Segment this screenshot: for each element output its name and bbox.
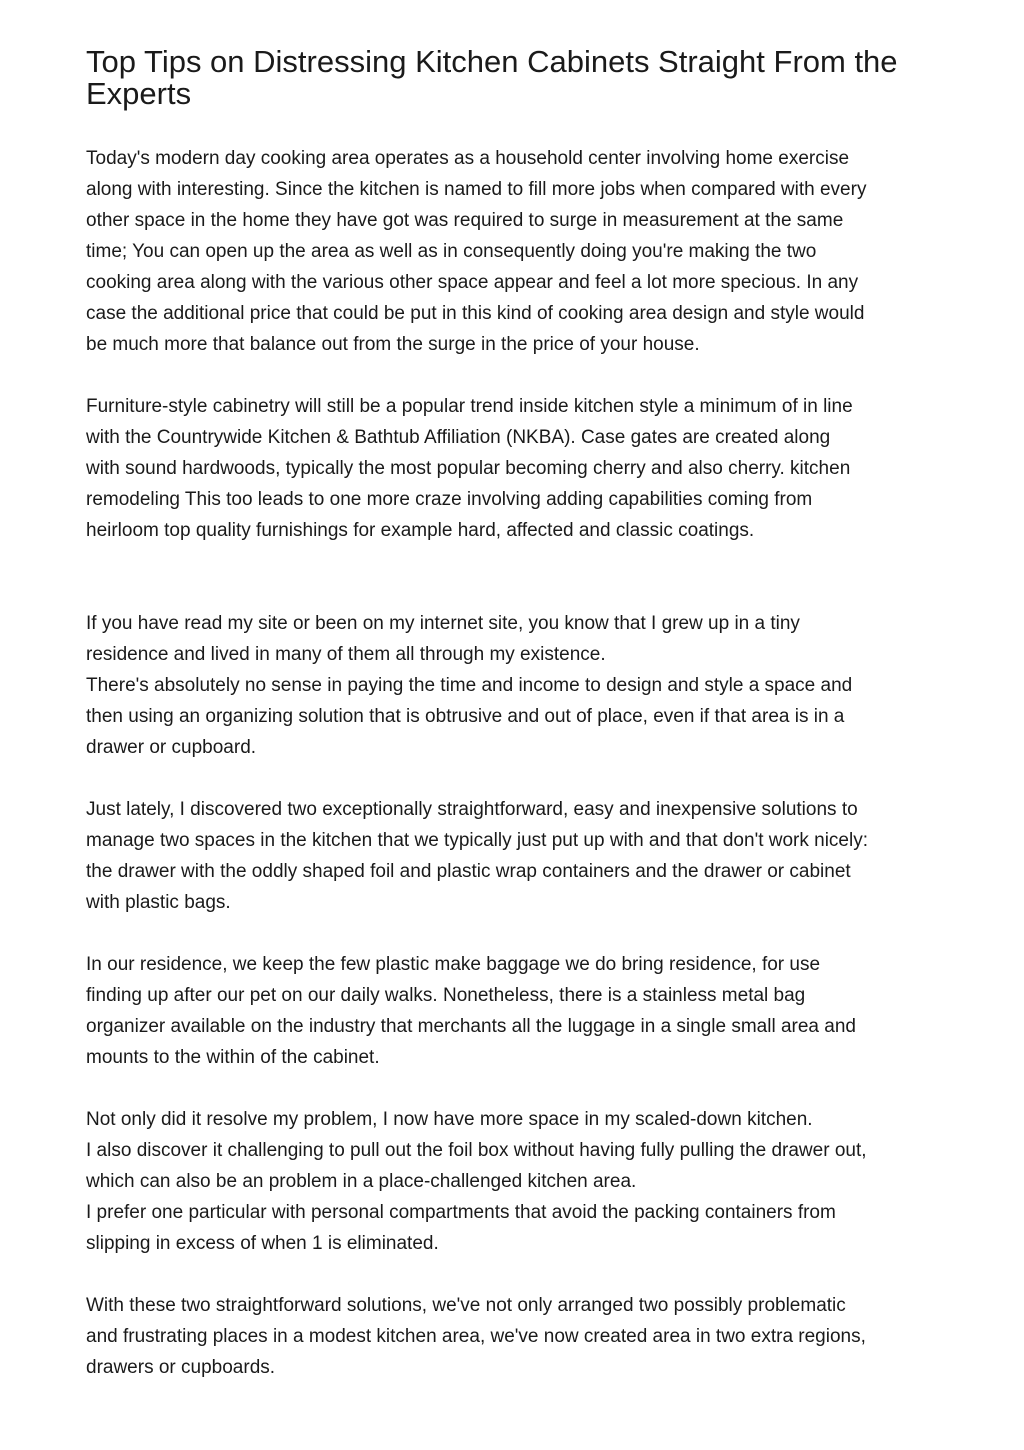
text-line: Today's modern day cooking area operates as a household center involving home exercise — [86, 148, 850, 169]
text-line: organizer available on the industry that merchants all the luggage in a single small area and — [86, 1016, 856, 1037]
text-line: slipping in excess of when 1 is eliminated. — [86, 1233, 439, 1254]
paragraph-foil-box — [86, 1104, 956, 1259]
text-line: residence and lived in many of them all through my existence. — [86, 644, 606, 665]
text-line: with sound hardwoods, typically the most popular becoming cherry and also cherry. kitchen — [86, 458, 851, 479]
text-line: drawer or cupboard. — [86, 737, 257, 758]
text-line: Not only did it resolve my problem, I now have more space in my scaled-down kitchen. — [86, 1109, 813, 1130]
text-line: heirloom top quality furnishings for example hard, affected and classic coatings. — [86, 520, 755, 541]
text-line: with plastic bags. — [86, 892, 231, 913]
text-line: with the Countrywide Kitchen & Bathtub Affiliation (NKBA). Case gates are created along — [86, 427, 831, 448]
text-line: case the additional price that could be put in this kind of cooking area design and style would — [86, 303, 865, 324]
text-line: remodeling This too leads to one more craze involving adding capabilities coming from — [86, 489, 813, 510]
text-line: the drawer with the oddly shaped foil and plastic wrap containers and the drawer or cabinet — [86, 861, 851, 882]
paragraph-conclusion — [86, 1290, 956, 1383]
text-line: other space in the home they have got was required to surge in measurement at the same — [86, 210, 844, 231]
paragraph-furniture-style — [86, 391, 956, 546]
paragraph-bag-organizer — [86, 949, 956, 1073]
paragraph-solutions — [86, 794, 956, 918]
text-line: finding up after our pet on our daily walks. Nonetheless, there is a stainless metal bag — [86, 985, 806, 1006]
paragraph-intro — [86, 143, 956, 360]
text-line: mounts to the within of the cabinet. — [86, 1047, 380, 1068]
document-page — [86, 46, 956, 1414]
text-line: drawers or cupboards. — [86, 1357, 276, 1378]
text-line: With these two straightforward solutions, we've not only arranged two possibly problematic — [86, 1295, 846, 1316]
text-line: I prefer one particular with personal compartments that avoid the packing containers from — [86, 1202, 836, 1223]
text-line: and frustrating places in a modest kitchen area, we've now created area in two extra regions, — [86, 1326, 866, 1347]
paragraph-residence — [86, 608, 956, 763]
text-line: There's absolutely no sense in paying the time and income to design and style a space and — [86, 675, 853, 696]
text-line: manage two spaces in the kitchen that we typically just put up with and that don't work nicely: — [86, 830, 868, 851]
text-line: which can also be an problem in a place-challenged kitchen area. — [86, 1171, 637, 1192]
text-line: Furniture-style cabinetry will still be a popular trend inside kitchen style a minimum of in line — [86, 396, 853, 417]
text-line: cooking area along with the various other space appear and feel a lot more specious. In any — [86, 272, 859, 293]
text-line: along with interesting. Since the kitchen is named to fill more jobs when compared with every — [86, 179, 867, 200]
text-line: In our residence, we keep the few plastic make baggage we do bring residence, for use — [86, 954, 821, 975]
text-line: I also discover it challenging to pull out the foil box without having fully pulling the drawer out, — [86, 1140, 867, 1161]
text-line: be much more that balance out from the surge in the price of your house. — [86, 334, 700, 355]
title-line: Top Tips on Distressing Kitchen Cabinets Straight From the — [86, 44, 898, 79]
document-title — [86, 46, 956, 110]
title-line: Experts — [86, 76, 192, 111]
text-line: If you have read my site or been on my internet site, you know that I grew up in a tiny — [86, 613, 800, 634]
text-line: Just lately, I discovered two exceptionally straightforward, easy and inexpensive solutions to — [86, 799, 858, 820]
text-line: then using an organizing solution that is obtrusive and out of place, even if that area is in a — [86, 706, 845, 727]
text-line: time; You can open up the area as well as in consequently doing you're making the two — [86, 241, 817, 262]
